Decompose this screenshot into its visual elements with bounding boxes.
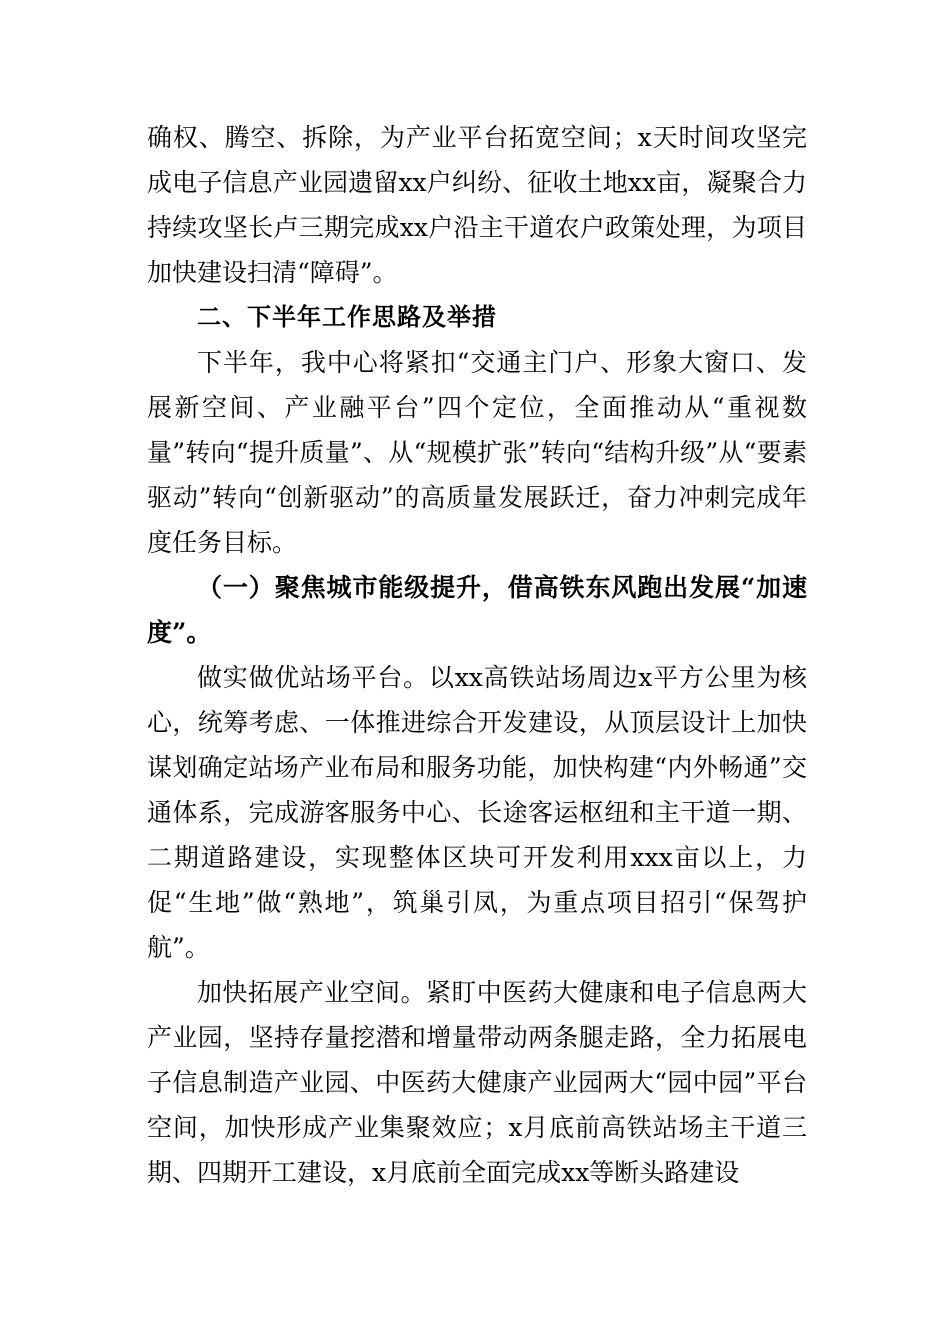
document-body [147, 115, 807, 1195]
paragraph-land-clearance: 确权、腾空、拆除，为产业平台拓宽空间；x天时间攻坚完成电子信息产业园遗留xx户纠纷、征收土地xx亩，凝聚合力持续攻坚长卢三期完成xx户沿主干道农户政策处理，为项目加快建设扫清“障碍”。 [147, 123, 807, 287]
paragraph-industrial-space: 加快拓展产业空间。紧盯中医药大健康和电子信息两大产业园，坚持存量挖潜和增量带动两条腿走路，全力拓展电子信息制造产业园、中医药大健康产业园两大“园中园”平台空间，加快形成产业集聚效应；x月底前高铁站场主干道三期、四期开工建设，x月底前全面完成xx等断头路建设 [147, 978, 807, 1187]
paragraph-station-platform: 做实做优站场平台。以xx高铁站场周边x平方公里为核心，统筹考虑、一体推进综合开发建设，从顶层设计上加快谋划确定站场产业布局和服务功能，加快构建“内外畅通”交通体系，完成游客服务中心、长途客运枢纽和主干道一期、二期道路建设，实现整体区块可开发利用xxx亩以上，力促“生地”做“熟地”，筑巢引凤，为重点项目招引“保驾护航”。 [147, 663, 807, 962]
section-heading-second-half-plan: 二、下半年工作思路及举措 [197, 303, 497, 331]
paragraph-second-half-overview: 下半年，我中心将紧扣“交通主门户、形象大窗口、发展新空间、产业融平台”四个定位，全面推动从“重视数量”转向“提升质量”、从“规模扩张”转向“结构升级”从“要素驱动”转向“创新驱动”的高质量发展跃迁，奋力冲刺完成年度任务目标。 [147, 348, 807, 557]
subheading-city-level-upgrade: （一）聚焦城市能级提升，借高铁东风跑出发展“加速度”。 [147, 573, 807, 647]
